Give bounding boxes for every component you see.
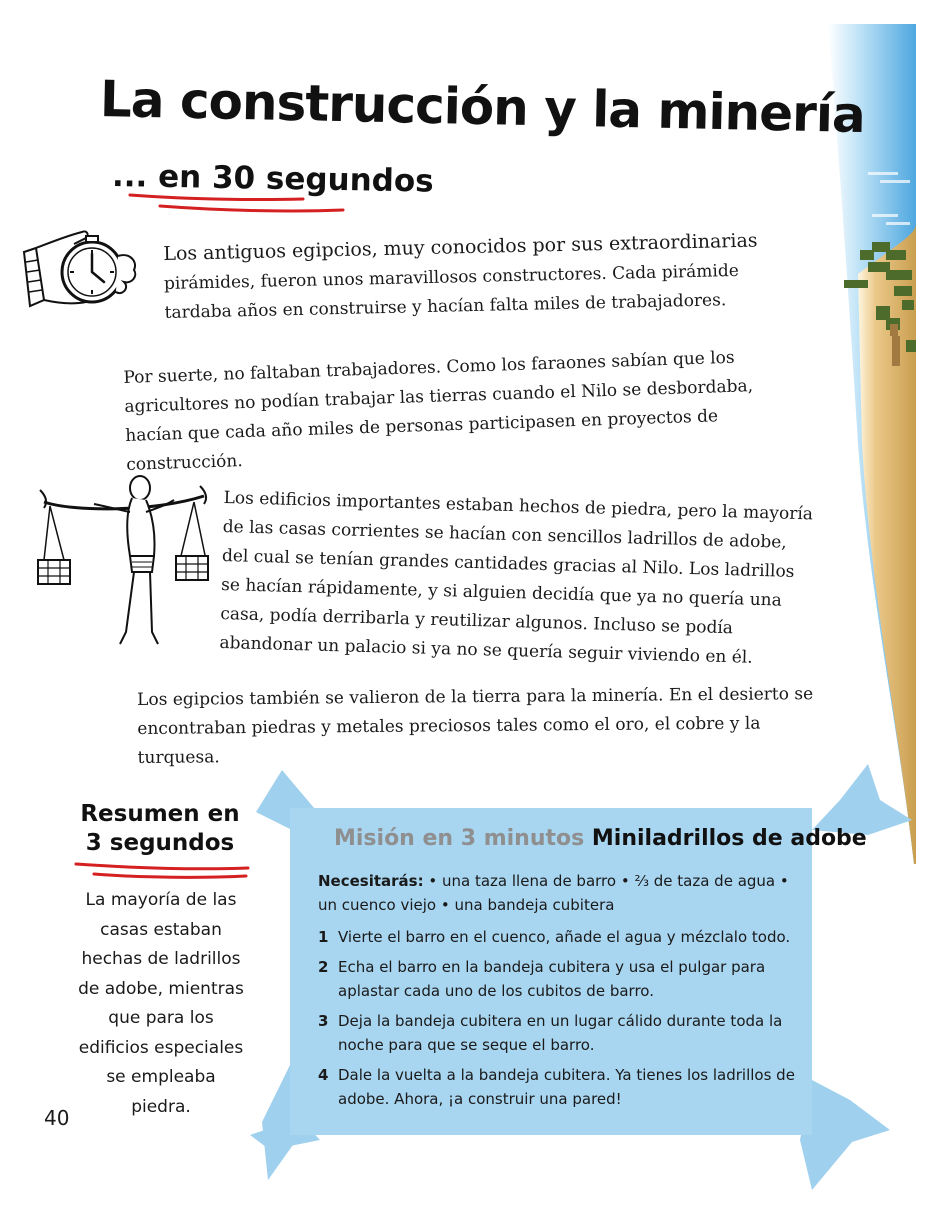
page-title: La construcción y la minería [99,70,866,145]
paragraph-workers: Por suerte, no faltaban trabajadores. Como los faraones sabían que los agricultores no podían trabajar las tierras cuando el Nilo se desbordaba, hacían que cada año miles de personas participasen en proyectos de construcción. [123,347,754,475]
paragraph-mining: Los egipcios también se valieron de la tierra para la minería. En el desierto se encontraban piedras y metales preciosos tales como el oro, el cobre y la turquesa. [137,684,814,768]
mission-title-name: Miniladrillos de adobe [591,826,867,851]
page-subtitle: ... en 30 segundos [111,158,434,200]
mission-step-number: 3 [318,1012,329,1030]
summary-title-line-1: Resumen en [80,801,240,827]
mission-title [334,826,867,851]
mission-step-text: Deja la bandeja cubitera en un lugar cálido durante toda la noche para que se seque el barro. [338,1012,783,1054]
mission-title-prefix: Misión en 3 minutos [334,826,585,851]
summary-text: La mayoría de las casas estaban hechas de ladrillos de adobe, mientras que para los edificios especiales se empleaba piedra. [78,890,244,1117]
page-number: 40 [44,1106,70,1130]
mission-step-number: 2 [318,958,329,976]
intro-lead: Los antiguos egipcios, muy conocidos por sus extraordinarias [163,229,758,265]
mission-needs-text: • una taza llena de barro • ⅔ de taza de agua • un cuenco viejo • una bandeja cubitera [318,872,789,914]
mission-step-text: Dale la vuelta a la bandeja cubitera. Ya tienes los ladrillos de adobe. Ahora, ¡a construir una pared! [338,1066,795,1108]
mission-step [318,925,812,949]
summary-title-line-2: 3 segundos [85,830,235,856]
mission-step [318,955,812,1003]
mission-step-number: 4 [318,1066,329,1084]
mission-step [318,1009,812,1057]
mission-box [290,808,867,1135]
intro-rest: pirámides, fueron unos maravillosos constructores. Cada pirámide tardaba años en construirse y hacían falta miles de trabajadores. [163,260,740,323]
paragraph-buildings: Los edificios importantes estaban hechos de piedra, pero la mayoría de las casas corrientes se hacían con sencillos ladrillos de adobe, del cual se tenían grandes cantidades gracias al Nilo. Los ladrillos se hacían rápidamente, y si alguien decidía que ya no quería una casa, podía derribarla y reutilizar algunos. Incluso se podía abandonar un palacio si ya no se quería seguir viviendo en él. [219,487,814,668]
mission-needs [318,869,812,917]
mission-step-text: Vierte el barro en el cuenco, añade el agua y mézclalo todo. [338,928,791,946]
mission-step-number: 1 [318,928,329,946]
mission-step [318,1063,812,1111]
mission-step-text: Echa el barro en la bandeja cubitera y usa el pulgar para aplastar cada uno de los cubitos de barro. [338,958,766,1000]
mission-needs-label: Necesitarás: [318,872,424,890]
